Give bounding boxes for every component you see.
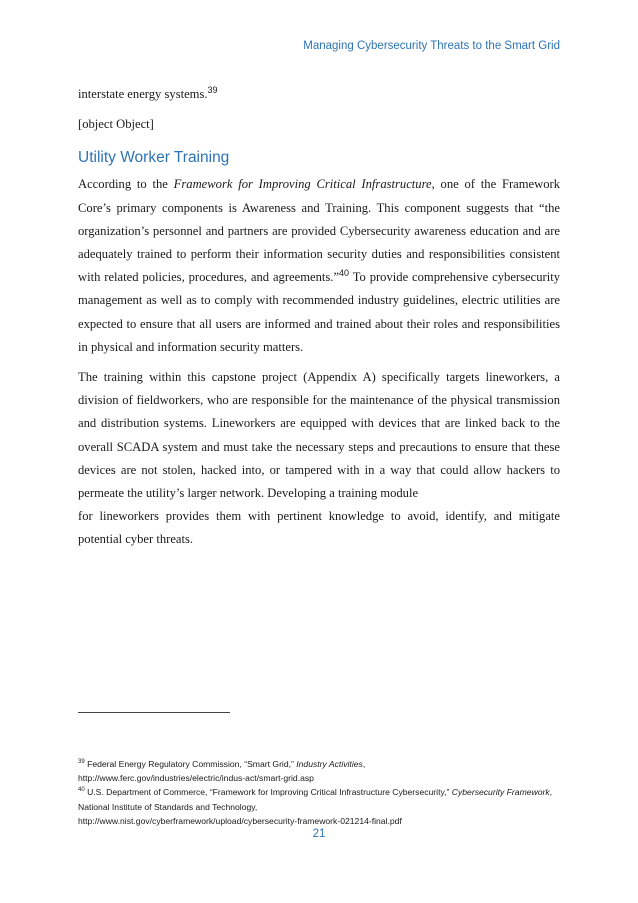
body-content: [78, 83, 560, 559]
paragraph-framework: [78, 173, 560, 359]
continuation-text: interstate energy systems.: [78, 87, 208, 101]
footnote-number: 40: [78, 787, 85, 794]
section-heading: Utility Worker Training: [78, 149, 230, 167]
footnote-39-url[interactable]: http://www.ferc.gov/industries/electric/indus-act/smart-grid.asp: [78, 773, 314, 784]
footnote-italic: Industry Activities: [296, 759, 363, 769]
running-header: Managing Cybersecurity Threats to the Smart Grid: [303, 40, 560, 52]
framework-text-mid: , one of the Framework Core’s primary components is Awareness and Training. This component suggests that “the organization’s personnel and partners are provided Cybersecurity awareness education and are adequately trained to perform their information security duties and responsibilities consistent with related policies, procedures, and agreements.”: [78, 177, 560, 285]
footnote-text: , National Institute of Standards and Technology,: [78, 787, 553, 812]
paragraph-continuation: [78, 83, 560, 106]
footnote-text: U.S. Department of Commerce, “Framework for Improving Critical Infrastructure Cybersecurity,”: [84, 787, 452, 798]
framework-text-pre: According to the: [78, 177, 174, 192]
footnote-ref-39[interactable]: 39: [207, 84, 218, 95]
page-number: 21: [312, 828, 326, 840]
footnote-separator: [78, 712, 230, 713]
footnote-40-url[interactable]: http://www.nist.gov/cyberframework/upload/cybersecurity-framework-021214-final.pdf: [78, 815, 402, 826]
footnote-number: 39: [78, 759, 85, 766]
paragraph-organizations: [object Object]: [78, 117, 154, 132]
footnote-ref-40[interactable]: 40: [339, 268, 350, 279]
footnote-text: ,: [362, 759, 366, 769]
footnote-italic: Cybersecurity Framework: [451, 787, 550, 798]
paragraph-training: The training within this capstone project (Appendix A) specifically targets lineworkers, a division of fieldworkers, who are responsible for the maintenance of the physical transmission and distribution systems. Lineworkers are equipped with devices that are linked back to the overall SCADA system and must take the necessary steps and precautions to ensure that these devices are not stolen, hacked into, or tampered with in a way that could allow hackers to permeate the utility’s larger network. Developing a training module: [78, 370, 560, 501]
paragraph-lineworkers: for lineworkers provides them with pertinent knowledge to avoid, identify, and mitigate potential cyber threats.: [78, 509, 560, 547]
footnotes: [78, 757, 560, 828]
footnote-39: [78, 757, 560, 771]
framework-title-italic: Framework for Improving Critical Infrastructure: [173, 177, 432, 192]
footnote-text: Federal Energy Regulatory Commission, “Smart Grid,”: [84, 759, 297, 769]
footnote-40: [78, 785, 560, 813]
framework-text-post: To provide comprehensive cybersecurity management as well as to comply with recommended industry guidelines, electric utilities are expected to ensure that all users are informed and trained about their roles and responsibilities in physical and information security matters.: [78, 270, 560, 354]
